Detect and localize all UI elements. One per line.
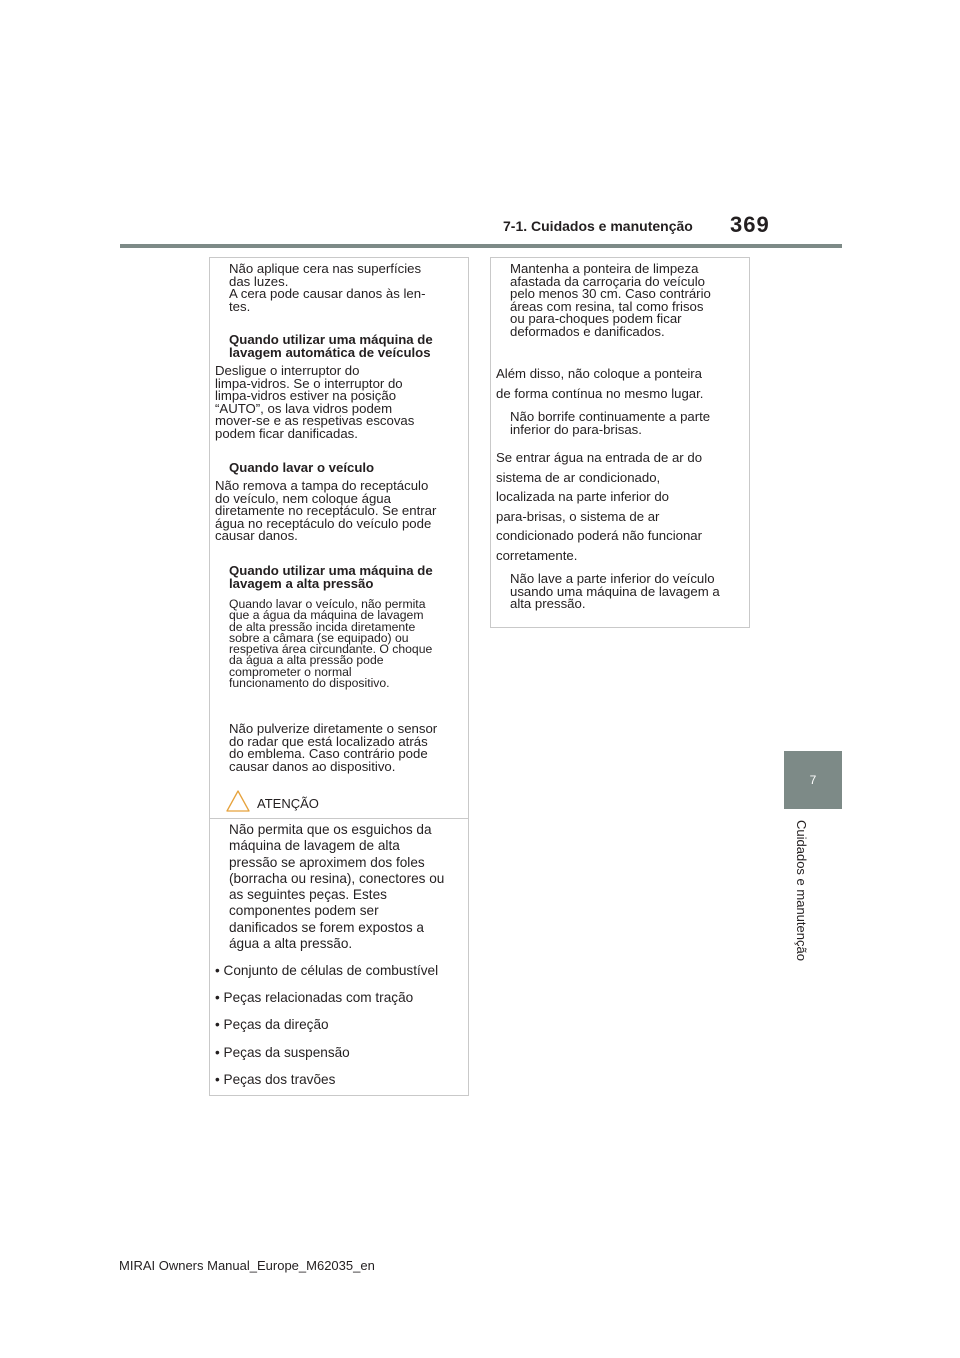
warning-divider	[210, 818, 468, 819]
header-rule	[120, 244, 842, 248]
nozzle-distance-text: Mantenha a ponteira de limpeza afastada da carroçaria do veículo pelo menos 30 cm. Caso contrário áreas com resina, tal como frisos ou para-choques podem ficar deformados e danificados.	[510, 261, 711, 339]
auto-wash-heading: Quando utilizar uma máquina de lavagem automática de veículos	[229, 332, 433, 360]
bullet-item: • Peças da suspensão	[215, 1045, 350, 1060]
high-pressure-text: Quando lavar o veículo, não permita que a água da máquina de lavagem de alta pressão incida diretamente sobre a câmara (se equipado) ou respetiva área circundante. O choque da água a alta pressão pode comprometer o normal funcionamento do dispositivo.	[229, 597, 433, 691]
nozzle-position-text: Além disso, não coloque a ponteira de forma contínua no mesmo lugar.	[496, 366, 704, 401]
air-intake-text: Se entrar água na entrada de ar do sistema de ar condicionado, localizada na parte inferior do para-brisas, o sistema de ar condicionado poderá não funcionar corretamente.	[496, 450, 703, 563]
bullet-item: • Conjunto de células de combustível	[215, 963, 439, 978]
chapter-tab: 7	[784, 751, 842, 809]
radar-sensor-text: Não pulverize diretamente o sensor do radar que está localizado atrás do emblema. Caso contrário pode causar danos ao dispositivo.	[229, 721, 438, 774]
chapter-side-label	[783, 820, 813, 1000]
warning-triangle-icon	[226, 790, 250, 812]
warning-text: Não permita que os esguichos da máquina de lavagem de alta pressão se aproximem dos foles (borracha ou resina), conectores ou as seguintes peças. Estes componentes podem ser danificados se forem expostos a água a alta pressão.	[229, 822, 445, 952]
washing-text: Não remova a tampa do receptáculo do veículo, nem coloque água diretamente no receptáculo. Se entrar água no receptáculo do veículo pode causar danos.	[215, 478, 437, 543]
lights-wax-notice: Não aplique cera nas superfícies das luzes. A cera pode causar danos às len- tes.	[229, 261, 426, 314]
section-title: 7-1. Cuidados e manutenção	[503, 218, 693, 234]
auto-wash-text: Desligue o interruptor do limpa-vidros. Se o interruptor do limpa-vidros estiver na posição “AUTO”, os lava vidros podem mover-se e as respetivas escovas podem ficar danificadas.	[215, 363, 415, 441]
bullet-item: • Peças dos travões	[215, 1072, 336, 1087]
warning-label: ATENÇÃO	[257, 796, 319, 811]
high-pressure-heading: Quando utilizar uma máquina de lavagem a alta pressão	[229, 563, 433, 591]
page-number: 369	[730, 212, 770, 237]
washing-heading: Quando lavar o veículo	[229, 460, 375, 475]
bullet-item: • Peças da direção	[215, 1017, 329, 1032]
underbody-wash-text: Não lave a parte inferior do veículo usando uma máquina de lavagem a alta pressão.	[510, 571, 720, 611]
bullet-item: • Peças relacionadas com tração	[215, 990, 414, 1005]
chapter-side-text: Cuidados e manutenção	[794, 820, 809, 961]
windshield-spray-text: Não borrife continuamente a parte inferior do para-brisas.	[510, 409, 711, 437]
footer-doc-id: MIRAI Owners Manual_Europe_M62035_en	[119, 1258, 375, 1273]
